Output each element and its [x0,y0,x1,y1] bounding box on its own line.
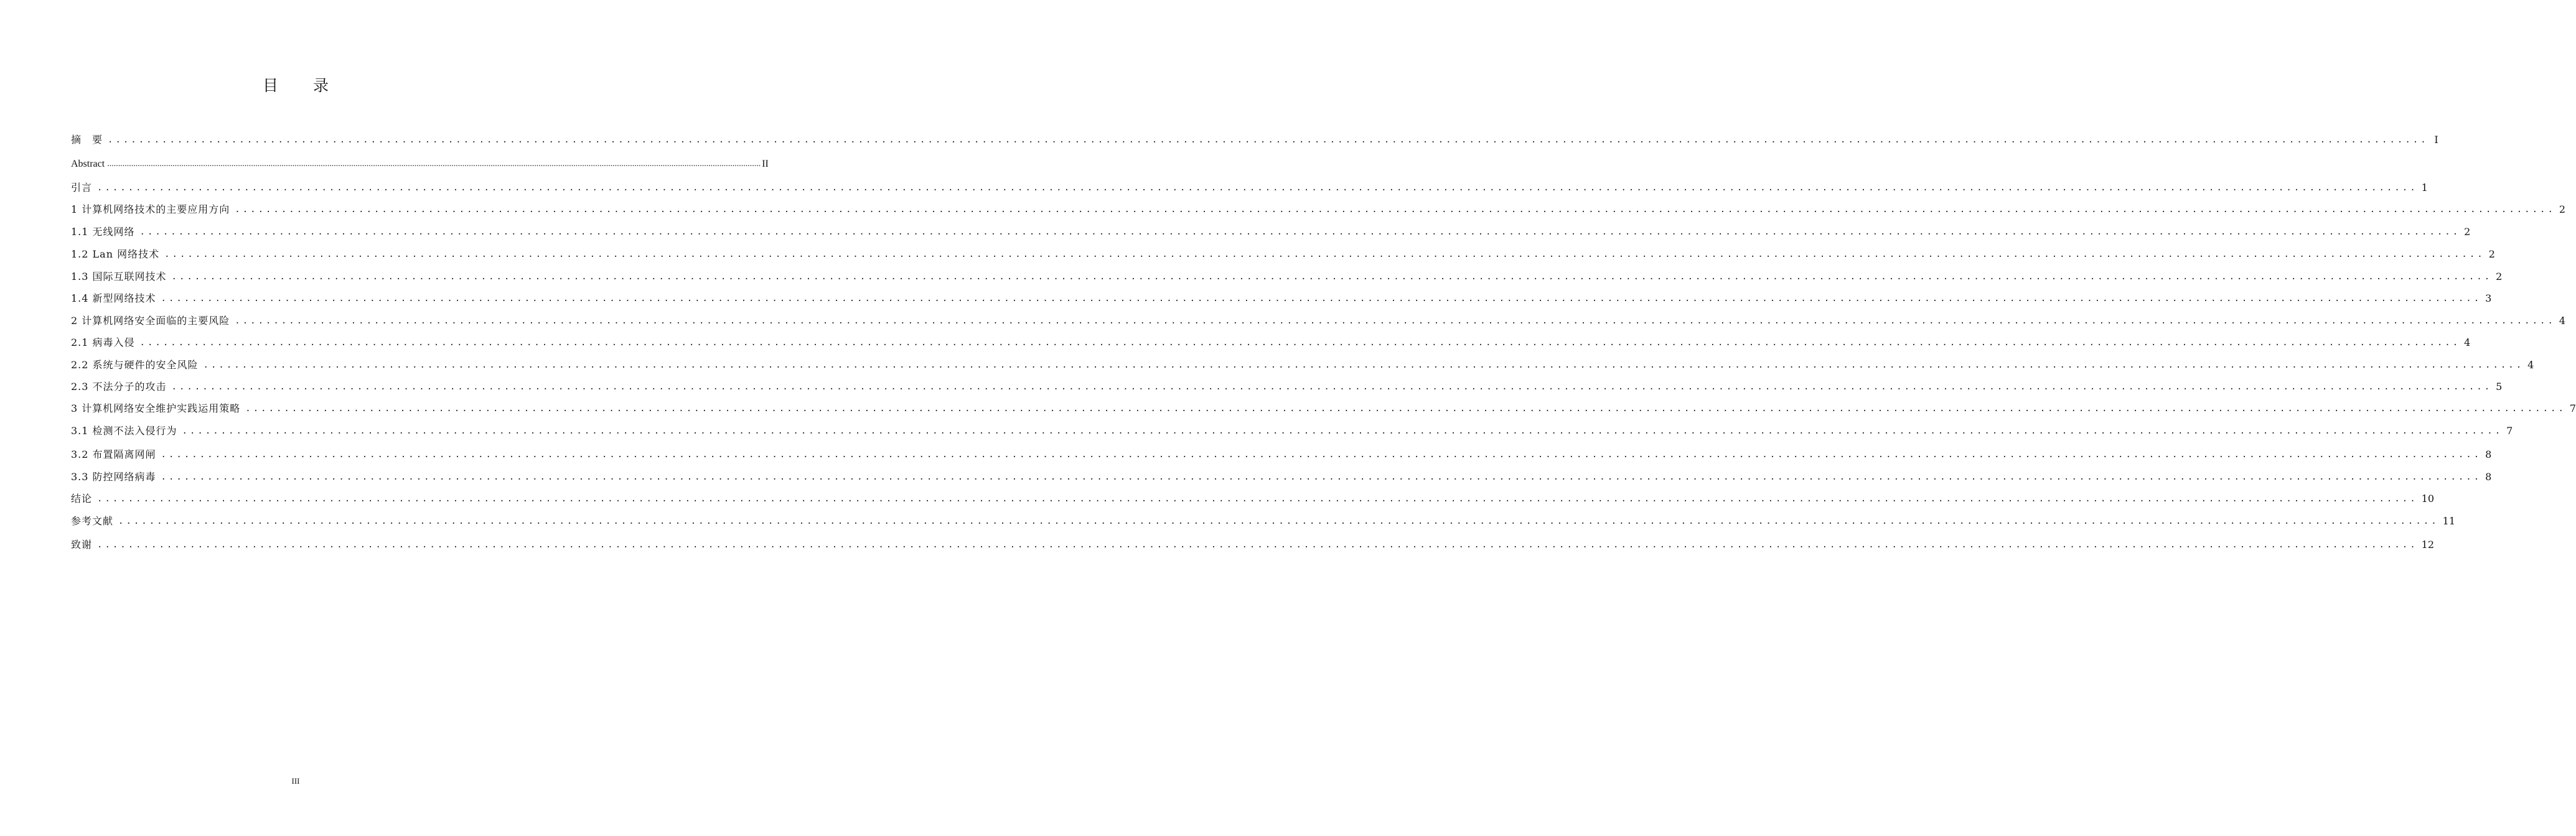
leader-dots: ............................................................................................................................................................................................................................................................................................................ [139,338,2461,348]
toc-entry[interactable] [71,536,2434,552]
toc-entry-page: II [762,159,769,169]
leader-dots: ............................................................................................................................................................................................................................................................................................................ [171,272,2493,282]
toc-entry-label: 1.4 新型网络技术 [71,292,156,304]
toc-entry-label: 参考文献 [71,515,114,527]
table-of-contents [71,0,2576,560]
leader-dots: ............................................................................................................................................................................................................................................................................................................ [97,494,2418,504]
toc-entry-label: 致谢 [71,539,93,550]
toc-entry-page: 2 [2488,248,2495,260]
leader-dots: ............................................................................................................................................................................................................................................................................................................ [107,159,761,169]
toc-entry[interactable] [71,179,2428,195]
toc-entry[interactable] [71,155,769,171]
toc-entry[interactable] [71,445,2492,462]
toc-entry[interactable] [71,490,2434,506]
toc-entry[interactable] [71,289,2492,305]
toc-entry[interactable] [71,245,2495,261]
toc-entry-page: 4 [2559,315,2566,327]
toc-entry-label: 1 计算机网络技术的主要应用方向 [71,203,230,215]
toc-entry-label: 2 计算机网络安全面临的主要风险 [71,315,230,327]
toc-entry[interactable] [71,267,2503,284]
toc-entry-page: 4 [2464,337,2471,348]
leader-dots: ............................................................................................................................................................................................................................................................................................................ [164,249,2485,259]
toc-entry-label: 2.2 系统与硬件的安全风险 [71,359,199,371]
toc-entry-label: 1.2 Lan 网络技术 [71,248,160,260]
leader-dots: ............................................................................................................................................................................................................................................................................................................ [182,426,2503,436]
toc-entry-page: 10 [2421,493,2434,504]
leader-dots: ............................................................................................................................................................................................................................................................................................................ [97,540,2418,550]
toc-entry[interactable] [71,468,2492,484]
toc-entry-label: 引言 [71,182,93,193]
toc-entry-label: 摘 要 [71,134,103,146]
leader-dots: ............................................................................................................................................................................................................................................................................................................ [171,382,2493,392]
leader-dots: ............................................................................................................................................................................................................................................................................................................ [203,360,2524,370]
page-title: 目 录 [263,77,344,95]
toc-entry-page: 2 [2464,226,2471,238]
toc-entry-page: 8 [2485,471,2492,483]
toc-entry[interactable] [71,312,2566,328]
leader-dots: ............................................................................................................................................................................................................................................................................................................ [118,516,2439,526]
toc-entry-label: 结论 [71,493,93,504]
toc-entry-label: 2.3 不法分子的攻击 [71,381,167,392]
toc-entry-page: I [2434,134,2438,146]
toc-entry[interactable] [71,378,2503,394]
toc-entry-page: 2 [2559,203,2566,215]
leader-dots: ............................................................................................................................................................................................................................................................................................................ [108,135,2428,145]
toc-entry-page: 7 [2569,402,2576,414]
toc-entry-label: 1.3 国际互联网技术 [71,271,167,282]
toc-entry[interactable] [71,333,2471,350]
toc-entry-page: 1 [2421,182,2428,193]
toc-entry[interactable] [71,200,2566,216]
leader-dots: ............................................................................................................................................................................................................................................................................................................ [161,294,2482,304]
toc-entry[interactable] [71,131,2438,147]
toc-entry-page: 12 [2421,539,2434,550]
leader-dots: ............................................................................................................................................................................................................................................................................................................ [245,404,2566,414]
toc-entry-label: 3.1 检测不法入侵行为 [71,425,177,437]
leader-dots: ............................................................................................................................................................................................................................................................................................................ [139,227,2461,237]
toc-entry-label: 3 计算机网络安全维护实践运用策略 [71,402,241,414]
toc-entry[interactable] [71,399,2576,416]
toc-entry[interactable] [71,512,2455,528]
leader-dots: ............................................................................................................................................................................................................................................................................................................ [235,205,2555,215]
toc-entry-page: 2 [2496,271,2503,282]
toc-entry-page: 11 [2442,515,2455,527]
toc-entry-page: 5 [2496,381,2503,392]
toc-entry-page: 7 [2506,425,2513,437]
toc-entry-label: 2.1 病毒入侵 [71,337,135,348]
toc-entry[interactable] [71,422,2513,438]
toc-entry-label: 3.3 防控网络病毒 [71,471,156,483]
toc-entry-page: 8 [2485,448,2492,460]
toc-entry-label: 1.1 无线网络 [71,226,135,238]
leader-dots: ............................................................................................................................................................................................................................................................................................................ [235,316,2555,326]
leader-dots: ............................................................................................................................................................................................................................................................................................................ [161,450,2482,460]
page-number-footer: III [291,776,300,786]
toc-entry-label: Abstract [71,159,105,169]
toc-entry[interactable] [71,223,2471,239]
leader-dots: ............................................................................................................................................................................................................................................................................................................ [97,183,2418,193]
toc-entry[interactable] [71,356,2534,372]
toc-entry-label: 3.2 布置隔离网闸 [71,448,156,460]
leader-dots: ............................................................................................................................................................................................................................................................................................................ [161,472,2482,482]
toc-entry-page: 3 [2485,292,2492,304]
toc-entry-page: 4 [2527,359,2534,371]
